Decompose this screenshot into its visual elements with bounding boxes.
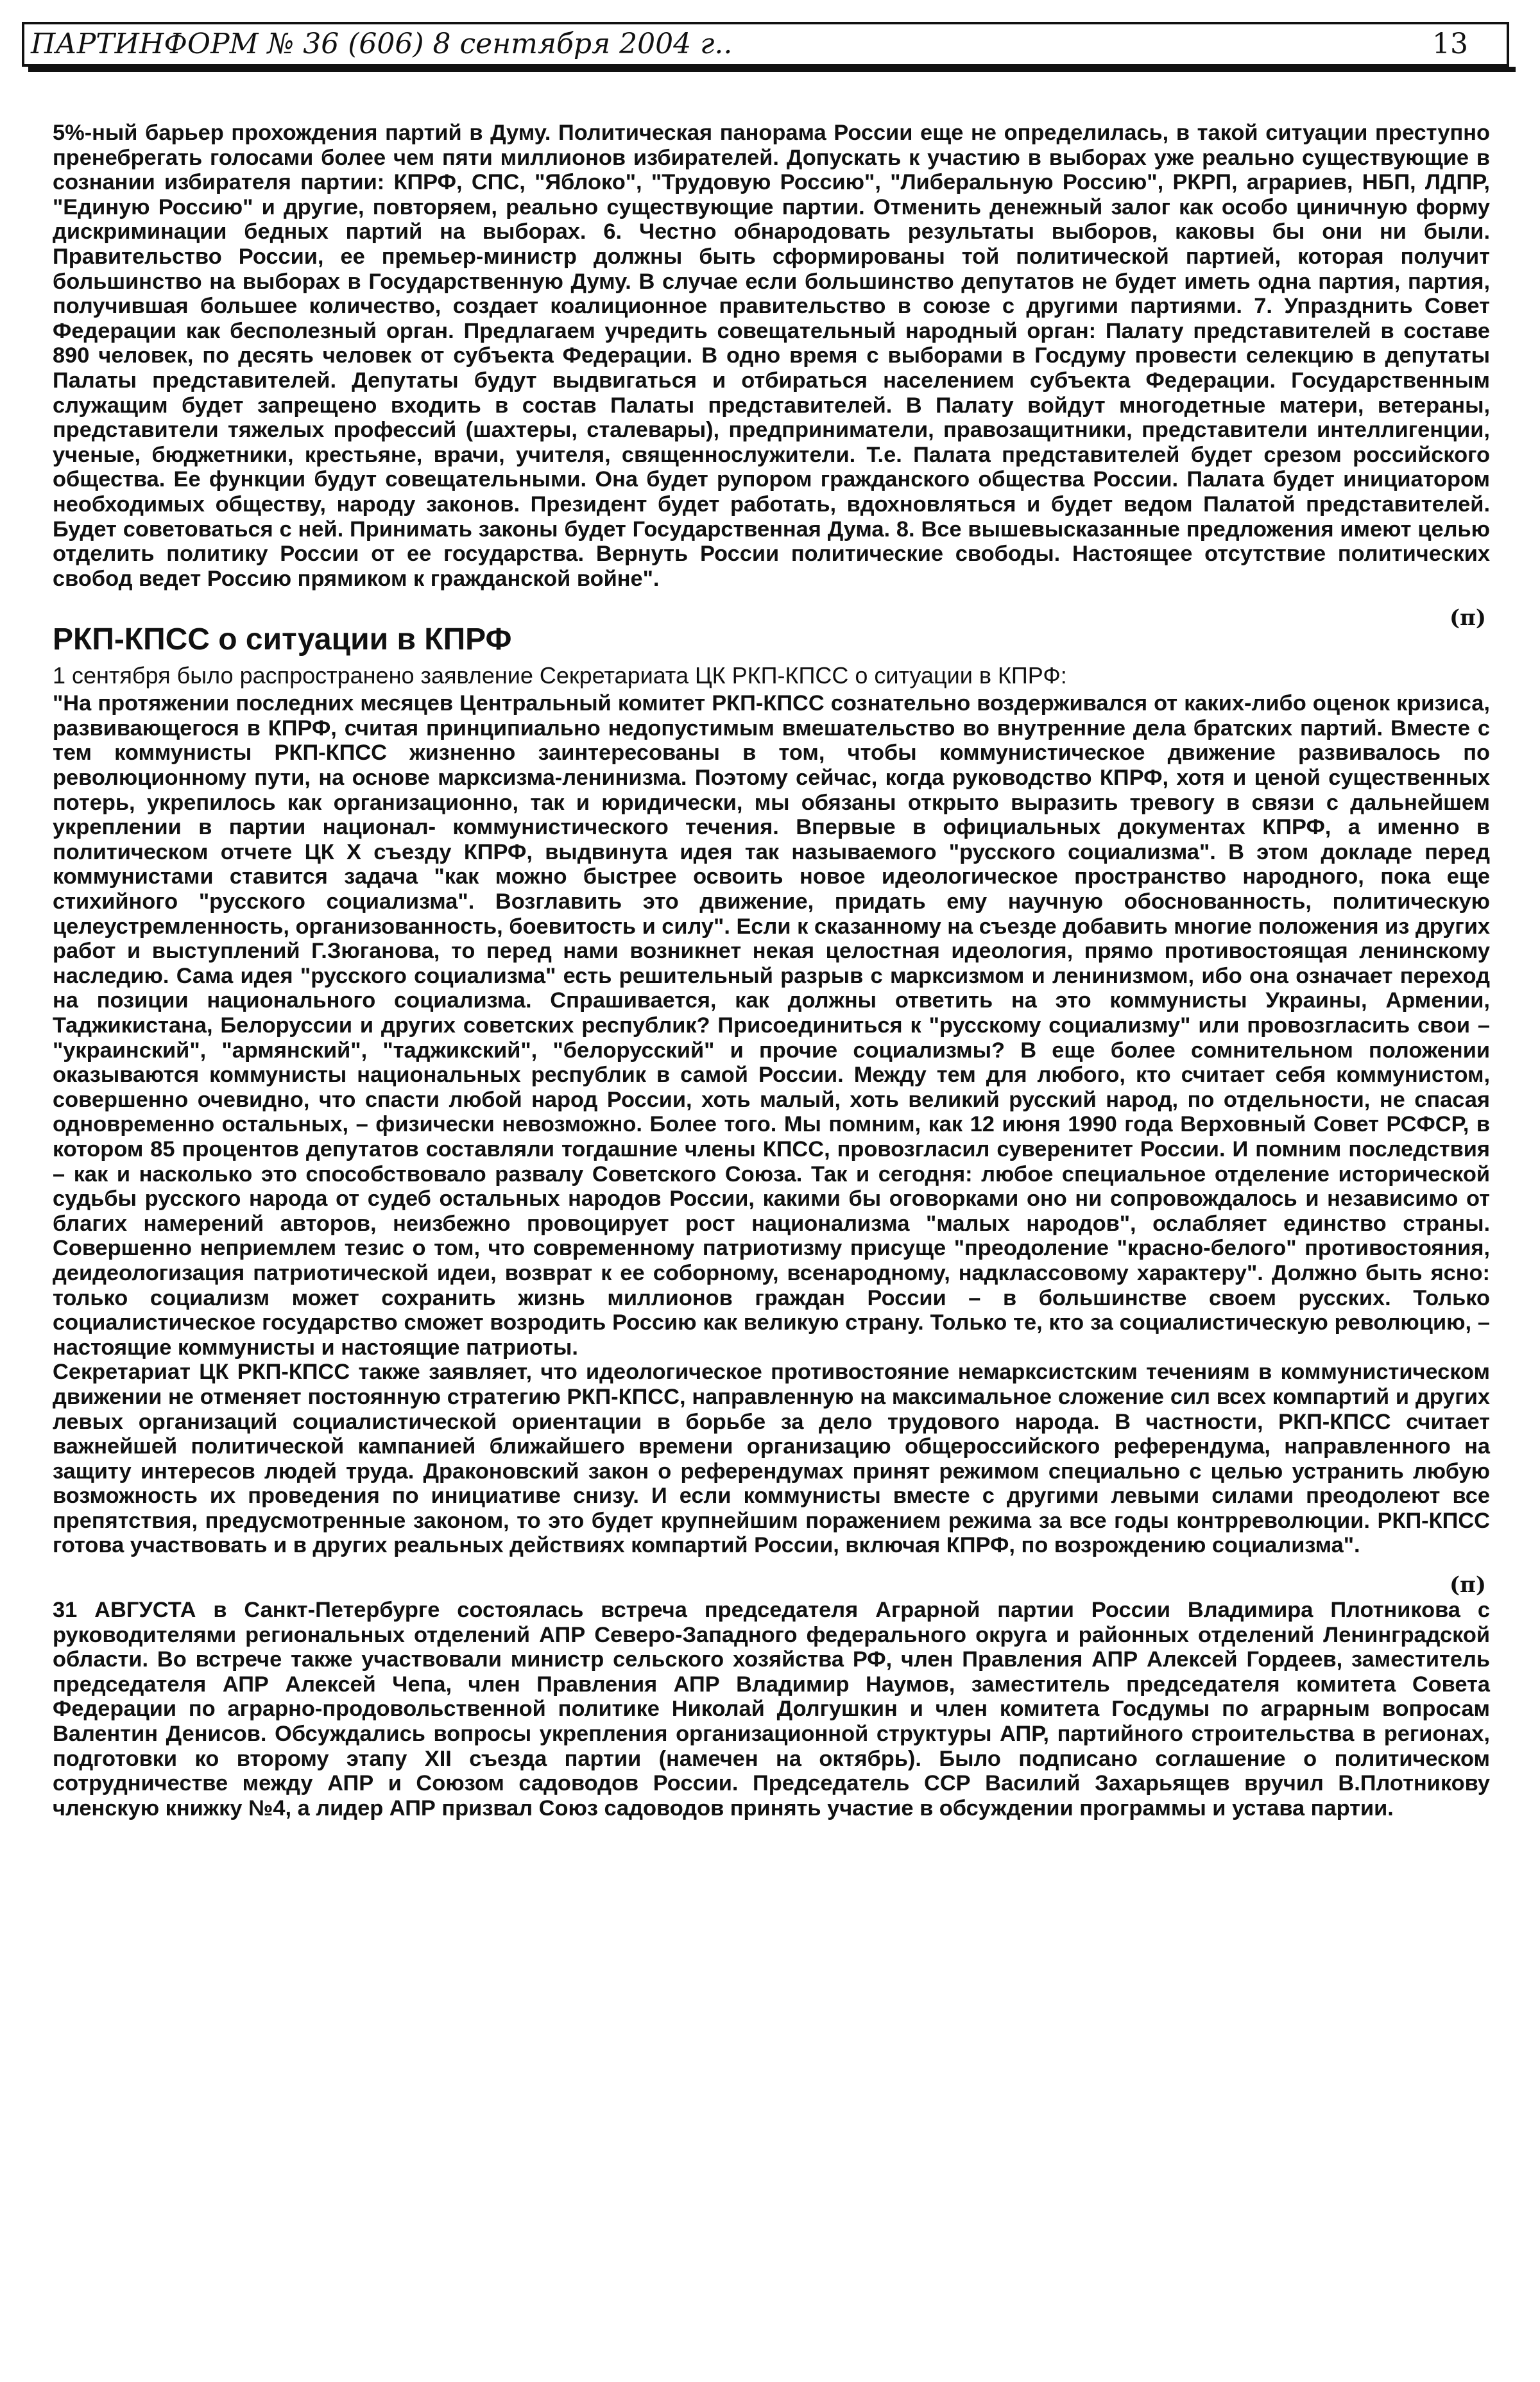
article-heading: РКП-КПСС о ситуации в КПРФ [53, 622, 512, 657]
publication-title: ПАРТИНФОРМ № 36 (606) 8 сентября 2004 г.. [31, 28, 733, 60]
statement-paragraph-1: "На протяжении последних месяцев Центральный комитет РКП-КПСС сознательно воздерживался от каких-либо оценок кризиса, развивающегося в КПРФ, считая принципиально недопустимым вмешательство во внутренние дела братских партий. Вместе с тем коммунисты РКП-КПСС жизненно заинтересованы в том, чтобы коммунистическое движение развивалось по революционному пути, на основе марксизма-ленинизма. Поэтому сейчас, когда руководство КПРФ, хотя и ценой существенных потерь, укрепилось как организационно, так и юридически, мы обязаны открыто выразить тревогу в связи с дальнейшем укреплении в партии национал- коммунистического течения. Впервые в официальных документах КПРФ, а именно в политическом отчете ЦК X съезду КПРФ, выдвинута идея так называемого "русского социализма". В этом докладе перед коммунистами ставится задача "как можно быстрее освоить новое идеологическое пространство народного, пока еще стихийного "русского социализма". Возглавить это движение, придать ему научную обоснованность, политическую целеустремленность, организованность, боевитость и силу". Если к сказанному на съезде добавить многие положения из других работ и выступлений Г.Зюганова, то перед нами возникнет некая целостная идеология, прямо противостоящая ленинскому наследию. Сама идея "русского социализма" есть решительный разрыв с марксизмом и ленинизмом, ибо она означает переход на позиции национального социализма. Спрашивается, как должны ответить на это коммунисты Украины, Армении, Таджикистана, Белоруссии и других советских республик? Присоединиться к "русскому социализму" или провозгласить свои – "украинский", "армянский", "таджикский", "белорусский" и прочие социализмы? В еще более сомнительном положении оказываются коммунисты национальных республик в самой России. Между тем для любого, кто считает себя коммунистом, совершенно очевидно, что спасти любой народ России, хоть малый, хоть великий русский народ, по отдельности, не спасая одновременно остальных, – физически невозможно. Более того. Мы помним, как 12 июня 1990 года Верховный Совет РСФСР, в котором 85 процентов депутатов составляли тогдашние члены КПСС, провозгласил суверенитет России. И помним последствия – как и насколько это способствовало развалу Советского Союза. Так и сегодня: любое специальное отделение исторической судьбы русского народа от судеб остальных народов России, какими бы оговорками оно ни сопровождалось и независимо от благих намерений авторов, неизбежно провоцирует рост национализма "малых народов", ослабляет единство страны. Совершенно неприемлем тезис о том, что современному патриотизму присуще "преодоление "красно-белого" противостояния, деидеологизация патриотической идеи, возврат к ее соборному, всенародному, надклассовому характеру". Должно быть ясно: только социализм может сохранить жизнь миллионов граждан России – в большинстве своем русских. Только социалистическое государство сможет возродить Россию как великую страну. Только те, кто за социалистическую революцию, – настоящие коммунисты и настоящие патриоты. [53, 691, 1490, 1360]
page-number: 13 [1432, 28, 1468, 60]
page-content [53, 121, 1490, 1821]
news-item-text: 31 АВГУСТА в Санкт-Петербурге состоялась встреча председателя Аграрной партии России Владимира Плотникова с руководителями региональных отделений АПР Северо-Западного федерального округа и районных отделений Ленинградской области. Во встрече также участвовали министр сельского хозяйства РФ, член Правления АПР Алексей Гордеев, заместитель председателя АПР Алексей Чепа, член Правления АПР Владимир Наумов, заместитель председателя комитета Совета Федерации по аграрно-продовольственной политике Николай Долгушкин и член комитета Госдумы по аграрным вопросам Валентин Денисов. Обсуждались вопросы укрепления организационной структуры АПР, партийного строительства в регионах, подготовки ко второму этапу XII съезда партии (намечен на октябрь). Было подписано соглашение о политическом сотрудничестве между АПР и Союзом садоводов России. Председатель ССР Василий Захарьящев вручил В.Плотникову членскую книжку №4, а лидер АПР призвал Союз садоводов принять участие в обсуждении программы и устава партии. [53, 1598, 1490, 1821]
article-continuation-text: 5%-ный барьер прохождения партий в Думу. Политическая панорама России еще не определилась, в такой ситуации преступно пренебрегать голосами более чем пяти миллионов избирателей. Допускать к участию в выборах уже реально существующие в сознании избирателя партии: КПРФ, СПС, "Яблоко", "Трудовую Россию", "Либеральную Россию", РКРП, аграриев, НБП, ЛДПР, "Единую Россию" и другие, повторяем, реально существующие партии. Отменить денежный залог как особо циничную форму дискриминации бедных партий на выборах. 6. Честно обнародовать результаты выборов, каковы бы они ни были. Правительство России, ее премьер-министр должны быть сформированы той политической партией, которая получит большинство на выборах в Государственную Думу. В случае если большинство депутатов не будет иметь одна партия, партия, получившая большее количество, создает коалиционное правительство в союзе с другими партиями. 7. Упразднить Совет Федерации как бесполезный орган. Предлагаем учредить совещательный народный орган: Палату представителей в составе 890 человек, по десять человек от субъекта Федерации. В одно время с выборами в Госдуму провести селекцию в депутаты Палаты представителей. Депутаты будут выдвигаться и отбираться населением субъекта Федерации. Государственным служащим будет запрещено входить в состав Палаты представителей. В Палату войдут многодетные матери, ветераны, представители тяжелых профессий (шахтеры, сталевары), предприниматели, правозащитники, представители интеллигенции, ученые, бюджетники, крестьяне, врачи, учителя, священнослужители. Т.е. Палата представителей будет срезом российского общества. Ее функции будут совещательными. Она будет рупором гражданского общества России. Палата будет инициатором необходимых обществу, народу законов. Президент будет работать, вдохновляться и будет ведом Палатой представителей. Будет советоваться с ней. Принимать законы будет Государственная Дума. 8. Все вышевысказанные предложения имеют целью отделить политику России от ее государства. Вернуть России политические свободы. Настоящее отсутствие политических свобод ведет Россию прямиком к гражданской войне". [53, 121, 1490, 591]
article-signature-2: (π) [1449, 1572, 1486, 1598]
page-header [22, 22, 1509, 67]
article-signature: (π) [1449, 605, 1486, 631]
header-shadow [28, 67, 1516, 72]
article-intro: 1 сентября было распространено заявление Секретариата ЦК РКП-КПСС о ситуации в КПРФ: [53, 662, 1067, 689]
statement-paragraph-2: Секретариат ЦК РКП-КПСС также заявляет, что идеологическое противостояние немарксистским течениям в коммунистическом движении не отменяет постоянную стратегию РКП-КПСС, направленную на максимальное сложение сил всех компартий и других левых организаций социалистической ориентации в борьбе за дело трудового народа. В частности, РКП-КПСС считает важнейшей политической кампанией ближайшего времени организацию общероссийского референдума, направленного на защиту интересов людей труда. Драконовский закон о референдумах принят режимом специально с целью устранить любую возможность их проведения по инициативе снизу. И если коммунисты вместе с другими левыми силами преодолеют все препятствия, предусмотренные законом, то это будет крупнейшим поражением режима за все годы контрреволюции. РКП-КПСС готова участвовать и в других реальных действиях компартий России, включая КПРФ, по возрождению социализма". [53, 1360, 1490, 1558]
